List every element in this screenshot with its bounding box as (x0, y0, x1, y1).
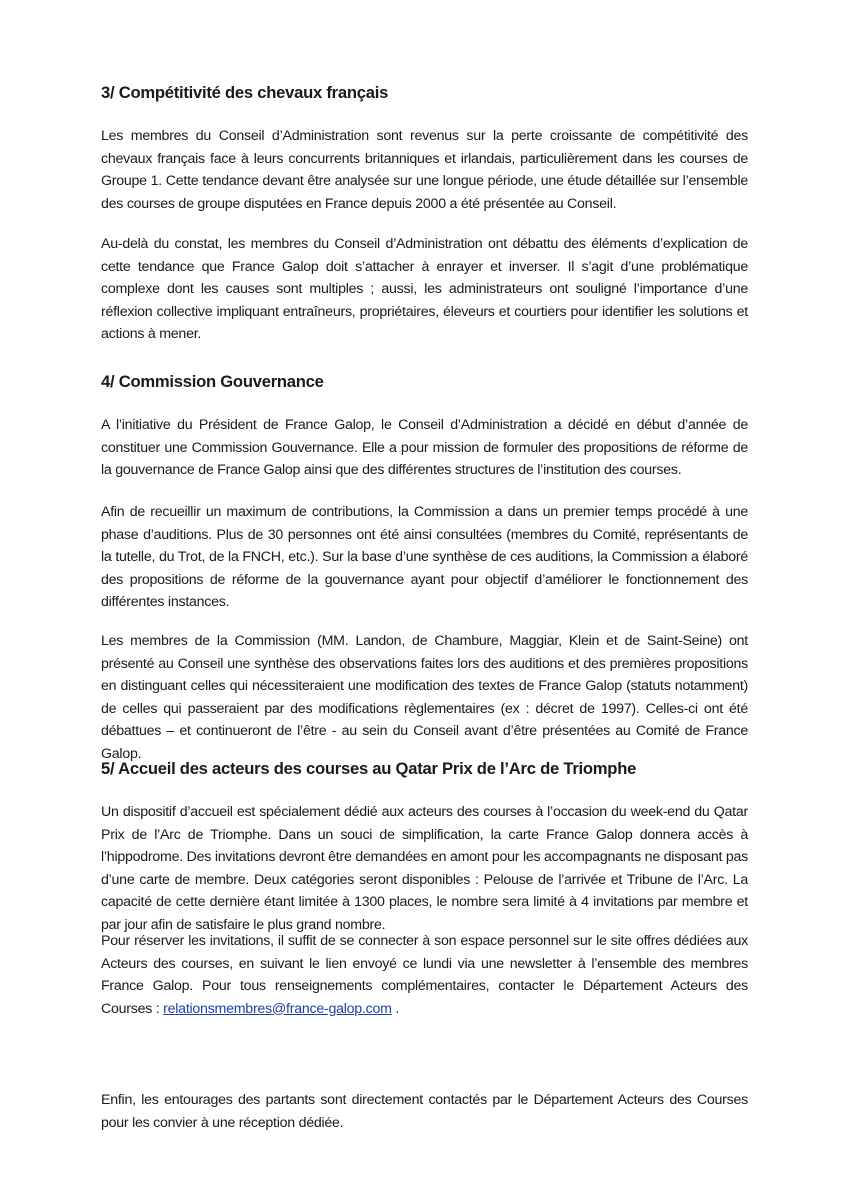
paragraph-competitivite-debat: Au-delà du constat, les membres du Conseil d’Administration ont débattu des éléments d’explication de cette tendance que France Galop doit s’attacher à enrayer et inverser. Il s’agit d’une problématique complexe dont les causes sont multiples ; aussi, les administrateurs ont souligné l’importance d’une réflexion collective impliquant entraîneurs, propriétaires, éleveurs et courtiers pour identifier les solutions et actions à mener. (101, 236, 748, 343)
paragraph-gouvernance-auditions: Afin de recueillir un maximum de contributions, la Commission a dans un premier temps procédé à une phase d’auditions. Plus de 30 personnes ont été ainsi consultées (membres du Comité, représentants de la tutelle, du Trot, de la FNCH, etc.). Sur la base d’une synthèse de ces auditions, la Commission a élaboré des propositions de réforme de la gouvernance ayant pour objectif d’améliorer le fonctionnement des différentes instances. (101, 504, 748, 611)
paragraph-gouvernance-membres: Les membres de la Commission (MM. Landon, de Chambure, Maggiar, Klein et de Saint-Seine) ont présenté au Conseil une synthèse des observations faites lors des auditions et des premières propositions en distinguant celles qui nécessiteraient une modification des textes de France Galop (statuts notamment) de celles qui passeraient par des modifications règlementaires (ex : décret de 1997). Celles-ci ont été débattues – et continueront de l’être - au sein du Conseil avant d’être présentées au Comité de France Galop. (101, 633, 748, 762)
reservation-suffix: . (391, 1000, 400, 1017)
paragraph-accueil-reservation (101, 930, 748, 1020)
paragraph-gouvernance-initiative: A l’initiative du Président de France Galop, le Conseil d’Administration a décidé en début d’année de constituer une Commission Gouvernance. Elle a pour mission de formuler des propositions de réforme de la gouvernance de France Galop ainsi que des différentes structures de l’institution des courses. (101, 417, 748, 479)
paragraph-competitivite-constat: Les membres du Conseil d’Administration sont revenus sur la perte croissante de compétitivité des chevaux français face à leurs concurrents britanniques et irlandais, particulièrement dans les courses de Groupe 1. Cette tendance devant être analysée sur une longue période, une étude détaillée sur l’ensemble des courses de groupe disputées en France depuis 2000 a été présentée au Conseil. (101, 128, 748, 212)
contact-email-link[interactable]: relationsmembres@france-galop.com (163, 1000, 392, 1017)
reservation-text: Pour réserver les invitations, il suffit de se connecter à son espace personnel sur le site offres dédiées aux Acteurs des courses, en suivant le lien envoyé ce lundi via une newsletter à l’ensemble des membres France Galop. Pour tous renseignements complémentaires, contacter le Département Acteurs des Courses : (101, 933, 748, 1017)
paragraph-accueil-entourages: Enfin, les entourages des partants sont directement contactés par le Département Acteurs des Courses pour les convier à une réception dédiée. (101, 1092, 748, 1131)
paragraph-accueil-dispositif: Un dispositif d’accueil est spécialement dédié aux acteurs des courses à l’occasion du week-end du Qatar Prix de l’Arc de Triomphe. Dans un souci de simplification, la carte France Galop donnera accès à l’hippodrome. Des invitations devront être demandées en amont pour les accompagnants ne disposant pas d’une carte de membre. Deux catégories seront disponibles : Pelouse de l’arrivée et Tribune de l’Arc. La capacité de cette dernière étant limitée à 1300 places, le nombre sera limité à 4 invitations par membre et par jour afin de satisfaire le plus grand nombre. (101, 804, 748, 933)
section-heading-competitivite: 3/ Compétitivité des chevaux français (101, 83, 389, 102)
section-heading-accueil-arc: 5/ Accueil des acteurs des courses au Qatar Prix de l’Arc de Triomphe (101, 759, 637, 778)
section-heading-gouvernance: 4/ Commission Gouvernance (101, 372, 324, 391)
